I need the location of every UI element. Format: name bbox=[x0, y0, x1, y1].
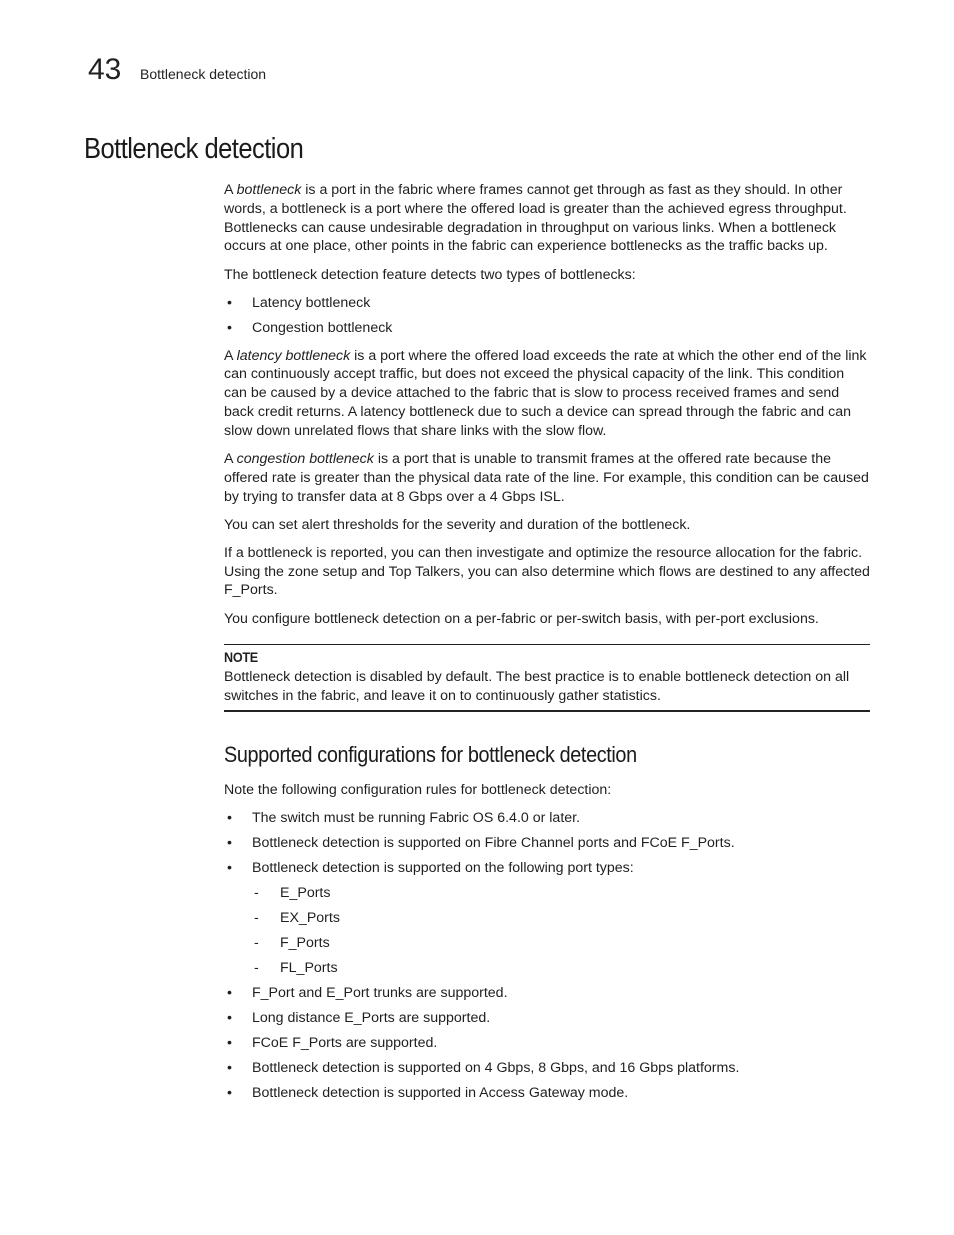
paragraph-alert-thresholds: You can set alert thresholds for the severity and duration of the bottleneck. bbox=[224, 516, 691, 533]
sub-list-item: - E_Ports bbox=[254, 884, 331, 901]
dash-icon: - bbox=[254, 934, 259, 951]
bullet-icon: • bbox=[227, 810, 232, 827]
bullet-icon: • bbox=[227, 1084, 232, 1101]
note-box bbox=[224, 644, 870, 711]
dash-icon: - bbox=[254, 909, 259, 926]
sub-list-item: - F_Ports bbox=[254, 934, 330, 951]
bullet-icon: • bbox=[227, 1034, 232, 1051]
list-item: • Bottleneck detection is supported on 4 Gbps, 8 Gbps, and 16 Gbps platforms. bbox=[227, 1059, 740, 1076]
sub-list-item: - EX_Ports bbox=[254, 909, 340, 926]
subsection-title: Supported configurations for bottleneck detection bbox=[224, 741, 637, 767]
bullet-icon: • bbox=[227, 860, 232, 877]
list-item: • Long distance E_Ports are supported. bbox=[227, 1009, 491, 1026]
term-congestion-bottleneck: congestion bottleneck bbox=[236, 450, 374, 467]
running-head: Bottleneck detection bbox=[140, 66, 267, 82]
list-item: • Congestion bottleneck bbox=[227, 319, 393, 336]
sub-list-item: - FL_Ports bbox=[254, 959, 338, 976]
paragraph-bottleneck-definition: A bottleneck is a port in the fabric where frames cannot get through as fast as they should. In other words, a bottleneck is a port where the offered load is greater than the achieved egress throughput. Bottlenecks can cause undesirable degradation in throughput on various links. When a bottleneck occurs at one place, other points in the fabric can experience bottlenecks as the traffic backs up. bbox=[224, 182, 847, 255]
paragraph-investigate: If a bottleneck is reported, you can then investigate and optimize the resource allocation for the fabric. Using the zone setup and Top Talkers, you can also determine which flows are destined to any affected F_Ports. bbox=[224, 544, 870, 599]
bullet-icon: • bbox=[227, 835, 232, 852]
list-item: • FCoE F_Ports are supported. bbox=[227, 1034, 438, 1051]
term-latency-bottleneck: latency bottleneck bbox=[236, 347, 351, 364]
bottleneck-types-list bbox=[224, 294, 870, 338]
bullet-icon: • bbox=[227, 294, 232, 311]
chapter-number: 43 bbox=[88, 53, 122, 86]
bullet-icon: • bbox=[227, 319, 232, 336]
list-item: • F_Port and E_Port trunks are supported. bbox=[227, 984, 508, 1001]
paragraph-congestion-bottleneck: A congestion bottleneck is a port that is unable to transmit frames at the offered rate because the offered rate is greater than the physical data rate of the line. For example, this condition can be caused by trying to transfer data at 8 Gbps over a 4 Gbps ISL. bbox=[224, 450, 869, 505]
paragraph-types-intro: The bottleneck detection feature detects two types of bottlenecks: bbox=[224, 266, 636, 283]
list-item: • Bottleneck detection is supported in Access Gateway mode. bbox=[227, 1084, 629, 1101]
paragraph-rules-intro: Note the following configuration rules for bottleneck detection: bbox=[224, 781, 612, 798]
dash-icon: - bbox=[254, 959, 259, 976]
port-types-list bbox=[252, 884, 870, 978]
dash-icon: - bbox=[254, 884, 259, 901]
paragraph-configure: You configure bottleneck detection on a per-fabric or per-switch basis, with per-port exclusions. bbox=[224, 610, 819, 627]
page-content bbox=[224, 181, 870, 1111]
note-text: Bottleneck detection is disabled by default. The best practice is to enable bottleneck detection on all switches in the fabric, and leave it on to continuously gather statistics. bbox=[224, 669, 850, 705]
list-item: • Latency bottleneck bbox=[227, 294, 371, 311]
bullet-icon: • bbox=[227, 984, 232, 1001]
list-item: • Bottleneck detection is supported on the following port types: - E_Ports - EX_Ports - F_Ports - FL_Ports bbox=[224, 859, 870, 978]
list-item: • Bottleneck detection is supported on Fibre Channel ports and FCoE F_Ports. bbox=[227, 835, 735, 852]
bullet-icon: • bbox=[227, 1009, 232, 1026]
term-bottleneck: bottleneck bbox=[236, 182, 302, 198]
section-title: Bottleneck detection bbox=[84, 133, 304, 165]
list-item: • The switch must be running Fabric OS 6.4.0 or later. bbox=[227, 810, 581, 827]
bullet-icon: • bbox=[227, 1059, 232, 1076]
note-label: NOTE bbox=[224, 649, 258, 666]
paragraph-latency-bottleneck: A latency bottleneck is a port where the offered load exceeds the rate at which the other end of the link can continuously accept traffic, but does not exceed the physical capacity of the link. This condition can be caused by a device attached to the fabric that is slow to process received frames and send back credit returns. A latency bottleneck due to such a device can spread through the fabric and can slow down unrelated flows that share links with the slow flow. bbox=[224, 347, 867, 439]
configuration-rules-list bbox=[224, 809, 870, 1102]
